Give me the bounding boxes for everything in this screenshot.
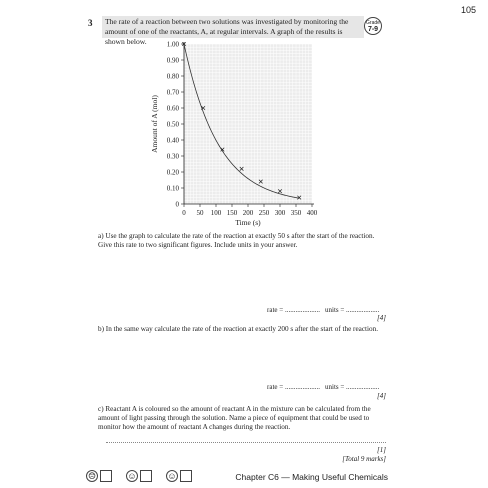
y-tick-label: 0.10 — [166, 184, 179, 193]
neutral-face-checkbox[interactable] — [140, 470, 152, 482]
part-a-label: a) — [98, 232, 104, 240]
part-b-text: In the same way calculate the rate of the reaction at exactly 200 s after the start of the reaction. — [105, 325, 378, 333]
y-tick-label: 0.80 — [166, 72, 179, 81]
x-tick-label: 250 — [258, 209, 270, 217]
part-c — [98, 405, 388, 432]
x-tick-label: 350 — [290, 209, 302, 217]
part-b-rate-answer[interactable]: rate = .................... — [267, 383, 320, 391]
x-tick-label: 50 — [196, 209, 204, 217]
y-tick-label: 0.20 — [166, 168, 179, 177]
grade-badge-value: 7-9 — [367, 26, 379, 33]
sad-face-checkbox[interactable] — [100, 470, 112, 482]
sad-face-icon: ☹ — [87, 471, 97, 481]
y-axis-label: Amount of A (mol) — [150, 95, 159, 153]
x-tick-label: 0 — [182, 209, 186, 217]
question-intro: The rate of a reaction between two solutions was investigated by monitoring the amount of one of the reactants, A, at regular intervals. A graph of the results is shown below. — [102, 16, 364, 38]
grade-badge-label: Grade — [366, 20, 380, 26]
part-c-marks: [1] — [377, 446, 386, 454]
part-b-label: b) — [98, 325, 104, 333]
y-tick-label: 0.50 — [166, 120, 179, 129]
y-tick-label: 0.40 — [166, 136, 179, 145]
y-tick-label: 0.90 — [166, 56, 179, 65]
x-tick-label: 400 — [306, 209, 318, 217]
question-number: 3 — [88, 18, 93, 28]
y-tick-label: 0.60 — [166, 104, 179, 113]
part-b-units-answer[interactable]: units = ................... — [325, 383, 380, 391]
x-tick-label: 200 — [242, 209, 254, 217]
part-c-answer-line[interactable] — [106, 442, 386, 443]
y-tick-label: 0 — [175, 200, 179, 209]
happy-face-checkbox[interactable] — [180, 470, 192, 482]
part-a-marks: [4] — [377, 314, 386, 322]
part-b-marks: [4] — [377, 392, 386, 400]
neutral-face-icon: ☺ — [127, 471, 137, 481]
page-number: 105 — [460, 5, 476, 15]
x-tick-label: 150 — [226, 209, 238, 217]
part-a-units-answer[interactable]: units = ................... — [325, 306, 380, 314]
y-tick-label: 0.30 — [166, 152, 179, 161]
part-a — [98, 232, 388, 250]
part-c-label: c) — [98, 405, 104, 413]
part-a-text: Use the graph to calculate the rate of the reaction at exactly 50 s after the start of the reaction. Give this rate to two significant figures. Include units in your answer. — [98, 232, 375, 249]
part-c-text: Reactant A is coloured so the amount of reactant A in the mixture can be calculated from the amount of light passing through the solution. Name a piece of equipment that could be used to monitor how the amount of reactant A changes during the reaction. — [98, 405, 371, 431]
happy-face-icon: ☺ — [167, 471, 177, 481]
y-tick-label: 0.70 — [166, 88, 179, 97]
part-a-rate-answer[interactable]: rate = .................... — [267, 306, 320, 314]
chapter-footer: Chapter C6 — Making Useful Chemicals — [235, 472, 388, 482]
question-total-marks: [Total 9 marks] — [342, 455, 386, 463]
x-axis-label: Time (s) — [235, 218, 261, 227]
reaction-chart — [0, 0, 488, 230]
y-tick-label: 1.00 — [166, 40, 179, 49]
x-tick-label: 100 — [210, 209, 222, 217]
x-tick-label: 300 — [274, 209, 286, 217]
part-b — [98, 325, 388, 334]
